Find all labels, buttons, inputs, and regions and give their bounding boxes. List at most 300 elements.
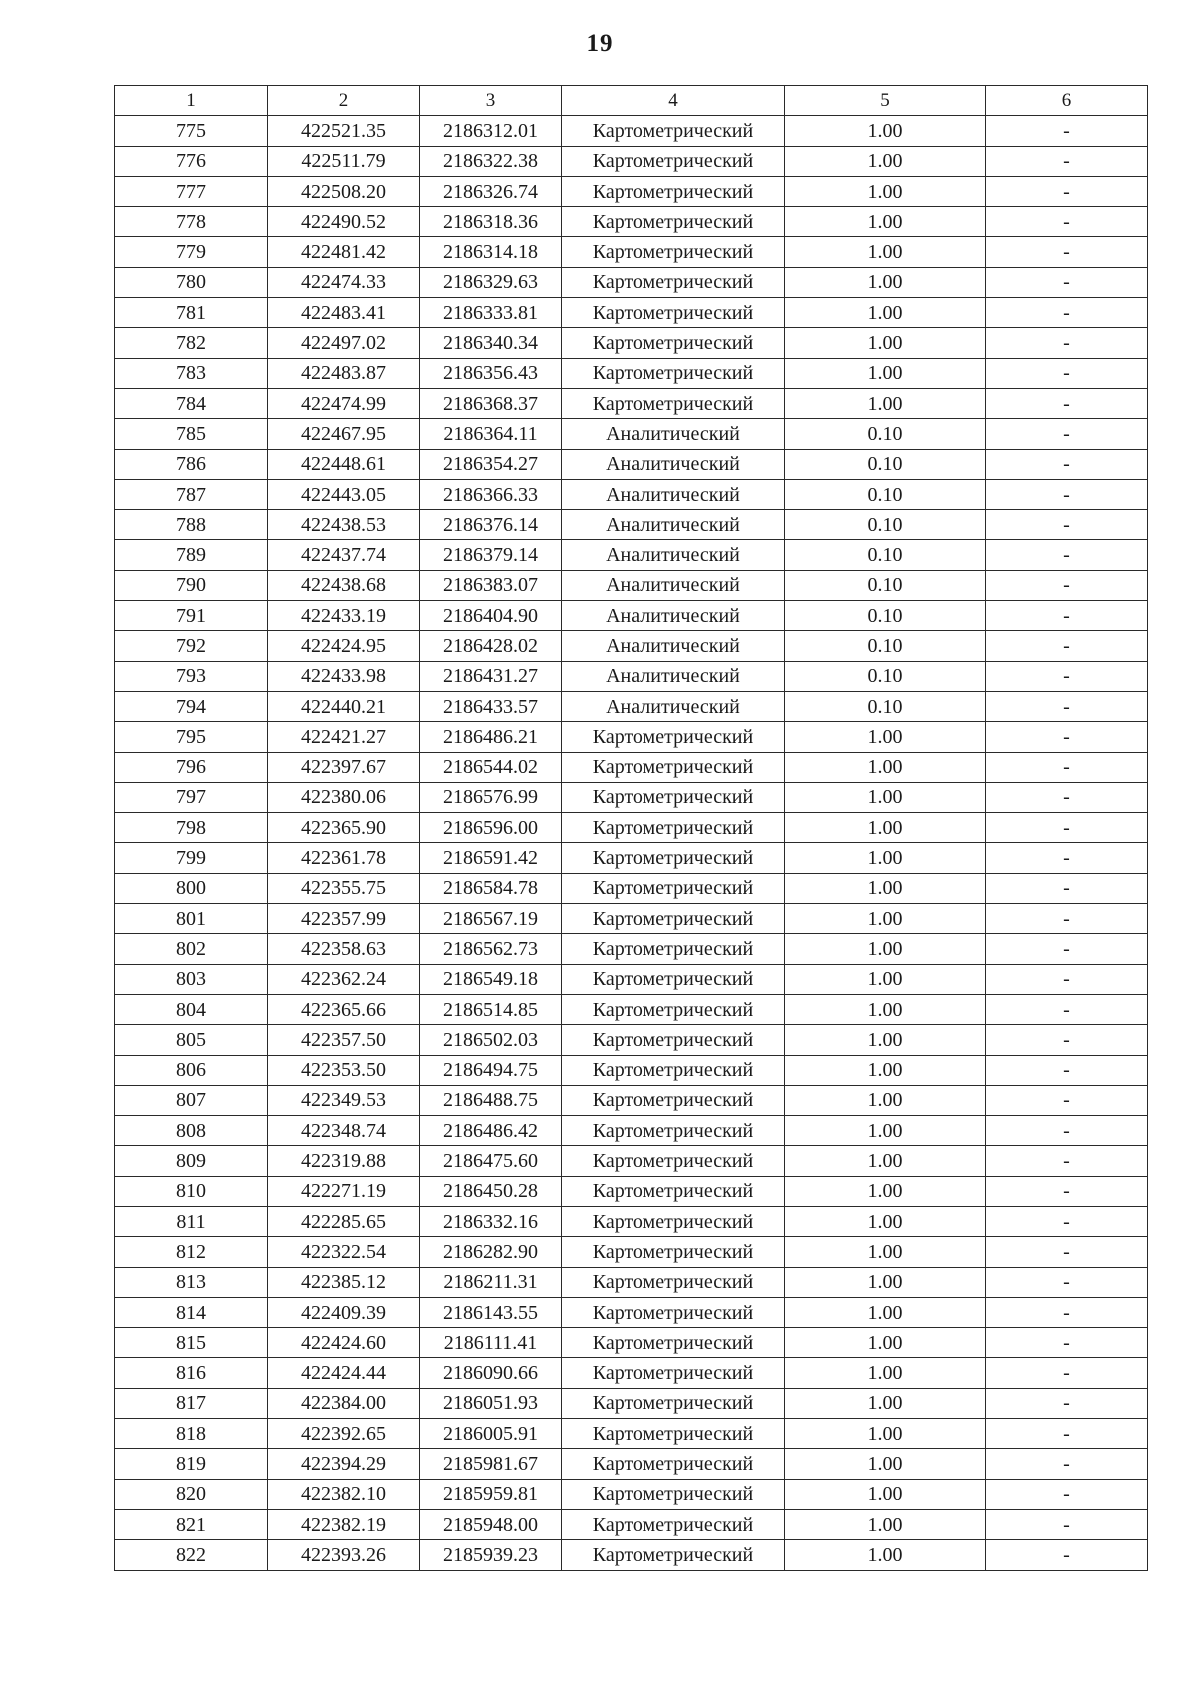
- point-number-cell: 811: [115, 1206, 268, 1236]
- point-number-cell: 807: [115, 1085, 268, 1115]
- table-row: [115, 661, 1148, 691]
- y-coordinate-cell: 2186486.42: [420, 1116, 562, 1146]
- note-cell: -: [986, 1025, 1148, 1055]
- note-cell: -: [986, 328, 1148, 358]
- point-number-cell: 817: [115, 1388, 268, 1418]
- x-coordinate-cell: 422424.95: [268, 631, 420, 661]
- accuracy-cell: 1.00: [785, 207, 986, 237]
- note-cell: -: [986, 1176, 1148, 1206]
- accuracy-cell: 1.00: [785, 1085, 986, 1115]
- method-cell: Картометрический: [562, 934, 785, 964]
- x-coordinate-cell: 422424.60: [268, 1328, 420, 1358]
- table-row: [115, 510, 1148, 540]
- accuracy-cell: 1.00: [785, 1479, 986, 1509]
- method-cell: Картометрический: [562, 1449, 785, 1479]
- table-row: [115, 1328, 1148, 1358]
- method-cell: Картометрический: [562, 1267, 785, 1297]
- method-cell: Картометрический: [562, 1388, 785, 1418]
- note-cell: -: [986, 1449, 1148, 1479]
- x-coordinate-cell: 422474.99: [268, 388, 420, 418]
- x-coordinate-cell: 422490.52: [268, 207, 420, 237]
- x-coordinate-cell: 422271.19: [268, 1176, 420, 1206]
- x-coordinate-cell: 422397.67: [268, 752, 420, 782]
- point-number-cell: 801: [115, 904, 268, 934]
- point-number-cell: 797: [115, 782, 268, 812]
- x-coordinate-cell: 422483.41: [268, 298, 420, 328]
- method-cell: Аналитический: [562, 661, 785, 691]
- point-number-cell: 781: [115, 298, 268, 328]
- x-coordinate-cell: 422421.27: [268, 722, 420, 752]
- x-coordinate-cell: 422433.98: [268, 661, 420, 691]
- y-coordinate-cell: 2186584.78: [420, 873, 562, 903]
- accuracy-cell: 0.10: [785, 449, 986, 479]
- point-number-cell: 788: [115, 510, 268, 540]
- point-number-cell: 783: [115, 358, 268, 388]
- point-number-cell: 803: [115, 964, 268, 994]
- y-coordinate-cell: 2186318.36: [420, 207, 562, 237]
- note-cell: -: [986, 1297, 1148, 1327]
- note-cell: -: [986, 964, 1148, 994]
- table-row: [115, 1358, 1148, 1388]
- table-body: [115, 116, 1148, 1570]
- table-row: [115, 691, 1148, 721]
- table-row: [115, 1085, 1148, 1115]
- point-number-cell: 820: [115, 1479, 268, 1509]
- point-number-cell: 775: [115, 116, 268, 146]
- note-cell: -: [986, 237, 1148, 267]
- table-row: [115, 964, 1148, 994]
- accuracy-cell: 1.00: [785, 116, 986, 146]
- x-coordinate-cell: 422385.12: [268, 1267, 420, 1297]
- method-cell: Аналитический: [562, 449, 785, 479]
- point-number-cell: 814: [115, 1297, 268, 1327]
- y-coordinate-cell: 2186596.00: [420, 813, 562, 843]
- accuracy-cell: 0.10: [785, 661, 986, 691]
- note-cell: -: [986, 1146, 1148, 1176]
- table-row: [115, 752, 1148, 782]
- point-number-cell: 816: [115, 1358, 268, 1388]
- x-coordinate-cell: 422365.66: [268, 994, 420, 1024]
- y-coordinate-cell: 2186312.01: [420, 116, 562, 146]
- header-cell-col-1: 1: [115, 86, 268, 116]
- point-number-cell: 800: [115, 873, 268, 903]
- table-row: [115, 1176, 1148, 1206]
- method-cell: Картометрический: [562, 176, 785, 206]
- accuracy-cell: 1.00: [785, 994, 986, 1024]
- point-number-cell: 780: [115, 267, 268, 297]
- x-coordinate-cell: 422440.21: [268, 691, 420, 721]
- point-number-cell: 786: [115, 449, 268, 479]
- method-cell: Картометрический: [562, 1297, 785, 1327]
- accuracy-cell: 1.00: [785, 1025, 986, 1055]
- note-cell: -: [986, 1206, 1148, 1236]
- point-number-cell: 812: [115, 1237, 268, 1267]
- table-row: [115, 934, 1148, 964]
- note-cell: -: [986, 419, 1148, 449]
- x-coordinate-cell: 422357.99: [268, 904, 420, 934]
- x-coordinate-cell: 422508.20: [268, 176, 420, 206]
- note-cell: -: [986, 782, 1148, 812]
- y-coordinate-cell: 2186111.41: [420, 1328, 562, 1358]
- note-cell: -: [986, 207, 1148, 237]
- y-coordinate-cell: 2186433.57: [420, 691, 562, 721]
- method-cell: Картометрический: [562, 1479, 785, 1509]
- note-cell: -: [986, 994, 1148, 1024]
- table-row: [115, 1297, 1148, 1327]
- x-coordinate-cell: 422382.19: [268, 1509, 420, 1539]
- note-cell: -: [986, 601, 1148, 631]
- note-cell: -: [986, 934, 1148, 964]
- method-cell: Картометрический: [562, 116, 785, 146]
- note-cell: -: [986, 661, 1148, 691]
- table-row: [115, 479, 1148, 509]
- y-coordinate-cell: 2186005.91: [420, 1419, 562, 1449]
- method-cell: Картометрический: [562, 1237, 785, 1267]
- point-number-cell: 789: [115, 540, 268, 570]
- y-coordinate-cell: 2186567.19: [420, 904, 562, 934]
- point-number-cell: 808: [115, 1116, 268, 1146]
- point-number-cell: 813: [115, 1267, 268, 1297]
- accuracy-cell: 0.10: [785, 479, 986, 509]
- table-row: [115, 116, 1148, 146]
- method-cell: Аналитический: [562, 631, 785, 661]
- method-cell: Картометрический: [562, 994, 785, 1024]
- accuracy-cell: 0.10: [785, 540, 986, 570]
- method-cell: Картометрический: [562, 752, 785, 782]
- accuracy-cell: 1.00: [785, 1116, 986, 1146]
- method-cell: Картометрический: [562, 1206, 785, 1236]
- method-cell: Картометрический: [562, 1025, 785, 1055]
- method-cell: Картометрический: [562, 1146, 785, 1176]
- method-cell: Картометрический: [562, 782, 785, 812]
- note-cell: -: [986, 1358, 1148, 1388]
- x-coordinate-cell: 422382.10: [268, 1479, 420, 1509]
- method-cell: Картометрический: [562, 358, 785, 388]
- y-coordinate-cell: 2186143.55: [420, 1297, 562, 1327]
- table-row: [115, 1055, 1148, 1085]
- method-cell: Аналитический: [562, 691, 785, 721]
- table-row: [115, 449, 1148, 479]
- note-cell: -: [986, 904, 1148, 934]
- table-row: [115, 570, 1148, 600]
- x-coordinate-cell: 422353.50: [268, 1055, 420, 1085]
- y-coordinate-cell: 2186383.07: [420, 570, 562, 600]
- x-coordinate-cell: 422448.61: [268, 449, 420, 479]
- note-cell: -: [986, 1055, 1148, 1085]
- method-cell: Картометрический: [562, 1116, 785, 1146]
- x-coordinate-cell: 422483.87: [268, 358, 420, 388]
- note-cell: -: [986, 449, 1148, 479]
- point-number-cell: 790: [115, 570, 268, 600]
- y-coordinate-cell: 2186326.74: [420, 176, 562, 206]
- accuracy-cell: 1.00: [785, 1509, 986, 1539]
- point-number-cell: 784: [115, 388, 268, 418]
- method-cell: Картометрический: [562, 904, 785, 934]
- table-row: [115, 1146, 1148, 1176]
- point-number-cell: 805: [115, 1025, 268, 1055]
- accuracy-cell: 1.00: [785, 1540, 986, 1570]
- x-coordinate-cell: 422285.65: [268, 1206, 420, 1236]
- table-row: [115, 1540, 1148, 1570]
- accuracy-cell: 0.10: [785, 510, 986, 540]
- accuracy-cell: 1.00: [785, 1206, 986, 1236]
- method-cell: Аналитический: [562, 570, 785, 600]
- table-row: [115, 1388, 1148, 1418]
- accuracy-cell: 1.00: [785, 843, 986, 873]
- method-cell: Картометрический: [562, 388, 785, 418]
- point-number-cell: 821: [115, 1509, 268, 1539]
- x-coordinate-cell: 422365.90: [268, 813, 420, 843]
- header-row: [115, 86, 1148, 116]
- x-coordinate-cell: 422355.75: [268, 873, 420, 903]
- point-number-cell: 779: [115, 237, 268, 267]
- x-coordinate-cell: 422511.79: [268, 146, 420, 176]
- page-number: 19: [586, 30, 614, 57]
- x-coordinate-cell: 422438.53: [268, 510, 420, 540]
- note-cell: -: [986, 146, 1148, 176]
- x-coordinate-cell: 422394.29: [268, 1449, 420, 1479]
- x-coordinate-cell: 422467.95: [268, 419, 420, 449]
- accuracy-cell: 0.10: [785, 601, 986, 631]
- point-number-cell: 806: [115, 1055, 268, 1085]
- header-cell-col-5: 5: [785, 86, 986, 116]
- point-number-cell: 792: [115, 631, 268, 661]
- accuracy-cell: 1.00: [785, 1176, 986, 1206]
- table-row: [115, 1509, 1148, 1539]
- accuracy-cell: 1.00: [785, 1055, 986, 1085]
- note-cell: -: [986, 1388, 1148, 1418]
- y-coordinate-cell: 2186549.18: [420, 964, 562, 994]
- y-coordinate-cell: 2186544.02: [420, 752, 562, 782]
- x-coordinate-cell: 422362.24: [268, 964, 420, 994]
- y-coordinate-cell: 2186211.31: [420, 1267, 562, 1297]
- point-number-cell: 785: [115, 419, 268, 449]
- table-row: [115, 1479, 1148, 1509]
- table-row: [115, 1267, 1148, 1297]
- method-cell: Картометрический: [562, 964, 785, 994]
- method-cell: Картометрический: [562, 1509, 785, 1539]
- note-cell: -: [986, 479, 1148, 509]
- y-coordinate-cell: 2186475.60: [420, 1146, 562, 1176]
- note-cell: -: [986, 873, 1148, 903]
- accuracy-cell: 1.00: [785, 328, 986, 358]
- x-coordinate-cell: 422409.39: [268, 1297, 420, 1327]
- accuracy-cell: 1.00: [785, 1388, 986, 1418]
- table-row: [115, 237, 1148, 267]
- y-coordinate-cell: 2186562.73: [420, 934, 562, 964]
- note-cell: -: [986, 1540, 1148, 1570]
- note-cell: -: [986, 1479, 1148, 1509]
- y-coordinate-cell: 2186514.85: [420, 994, 562, 1024]
- x-coordinate-cell: 422348.74: [268, 1116, 420, 1146]
- y-coordinate-cell: 2186329.63: [420, 267, 562, 297]
- y-coordinate-cell: 2186354.27: [420, 449, 562, 479]
- method-cell: Картометрический: [562, 722, 785, 752]
- accuracy-cell: 1.00: [785, 1328, 986, 1358]
- y-coordinate-cell: 2186431.27: [420, 661, 562, 691]
- method-cell: Картометрический: [562, 328, 785, 358]
- accuracy-cell: 1.00: [785, 176, 986, 206]
- note-cell: -: [986, 116, 1148, 146]
- table-row: [115, 419, 1148, 449]
- accuracy-cell: 1.00: [785, 358, 986, 388]
- point-number-cell: 815: [115, 1328, 268, 1358]
- table-row: [115, 328, 1148, 358]
- y-coordinate-cell: 2186364.11: [420, 419, 562, 449]
- y-coordinate-cell: 2185981.67: [420, 1449, 562, 1479]
- table-row: [115, 358, 1148, 388]
- method-cell: Картометрический: [562, 1328, 785, 1358]
- method-cell: Аналитический: [562, 601, 785, 631]
- accuracy-cell: 1.00: [785, 1358, 986, 1388]
- x-coordinate-cell: 422392.65: [268, 1419, 420, 1449]
- x-coordinate-cell: 422322.54: [268, 1237, 420, 1267]
- point-number-cell: 802: [115, 934, 268, 964]
- note-cell: -: [986, 570, 1148, 600]
- point-number-cell: 776: [115, 146, 268, 176]
- table-row: [115, 1419, 1148, 1449]
- point-number-cell: 798: [115, 813, 268, 843]
- method-cell: Картометрический: [562, 267, 785, 297]
- table-row: [115, 631, 1148, 661]
- x-coordinate-cell: 422319.88: [268, 1146, 420, 1176]
- method-cell: Картометрический: [562, 207, 785, 237]
- y-coordinate-cell: 2186356.43: [420, 358, 562, 388]
- method-cell: Аналитический: [562, 540, 785, 570]
- table-row: [115, 601, 1148, 631]
- y-coordinate-cell: 2186379.14: [420, 540, 562, 570]
- y-coordinate-cell: 2186428.02: [420, 631, 562, 661]
- note-cell: -: [986, 510, 1148, 540]
- table-row: [115, 1449, 1148, 1479]
- method-cell: Аналитический: [562, 479, 785, 509]
- accuracy-cell: 1.00: [785, 1237, 986, 1267]
- x-coordinate-cell: 422361.78: [268, 843, 420, 873]
- x-coordinate-cell: 422438.68: [268, 570, 420, 600]
- note-cell: -: [986, 631, 1148, 661]
- note-cell: -: [986, 752, 1148, 782]
- method-cell: Картометрический: [562, 1176, 785, 1206]
- method-cell: Картометрический: [562, 873, 785, 903]
- accuracy-cell: 1.00: [785, 237, 986, 267]
- point-number-cell: 793: [115, 661, 268, 691]
- x-coordinate-cell: 422357.50: [268, 1025, 420, 1055]
- y-coordinate-cell: 2186591.42: [420, 843, 562, 873]
- note-cell: -: [986, 176, 1148, 206]
- accuracy-cell: 1.00: [785, 267, 986, 297]
- table-row: [115, 267, 1148, 297]
- accuracy-cell: 1.00: [785, 934, 986, 964]
- table-row: [115, 1237, 1148, 1267]
- x-coordinate-cell: 422380.06: [268, 782, 420, 812]
- note-cell: -: [986, 1509, 1148, 1539]
- y-coordinate-cell: 2186314.18: [420, 237, 562, 267]
- accuracy-cell: 1.00: [785, 873, 986, 903]
- note-cell: -: [986, 722, 1148, 752]
- accuracy-cell: 1.00: [785, 298, 986, 328]
- header-cell-col-3: 3: [420, 86, 562, 116]
- y-coordinate-cell: 2186322.38: [420, 146, 562, 176]
- point-number-cell: 796: [115, 752, 268, 782]
- y-coordinate-cell: 2186051.93: [420, 1388, 562, 1418]
- x-coordinate-cell: 422424.44: [268, 1358, 420, 1388]
- method-cell: Картометрический: [562, 1358, 785, 1388]
- header-cell-col-2: 2: [268, 86, 420, 116]
- y-coordinate-cell: 2185959.81: [420, 1479, 562, 1509]
- table-row: [115, 176, 1148, 206]
- note-cell: -: [986, 298, 1148, 328]
- table-row: [115, 1116, 1148, 1146]
- header-cell-col-6: 6: [986, 86, 1148, 116]
- x-coordinate-cell: 422384.00: [268, 1388, 420, 1418]
- accuracy-cell: 0.10: [785, 570, 986, 600]
- y-coordinate-cell: 2186450.28: [420, 1176, 562, 1206]
- accuracy-cell: 1.00: [785, 1146, 986, 1176]
- note-cell: -: [986, 843, 1148, 873]
- accuracy-cell: 1.00: [785, 388, 986, 418]
- accuracy-cell: 0.10: [785, 419, 986, 449]
- y-coordinate-cell: 2186376.14: [420, 510, 562, 540]
- y-coordinate-cell: 2185939.23: [420, 1540, 562, 1570]
- point-number-cell: 810: [115, 1176, 268, 1206]
- table-row: [115, 146, 1148, 176]
- y-coordinate-cell: 2186332.16: [420, 1206, 562, 1236]
- method-cell: Картометрический: [562, 843, 785, 873]
- y-coordinate-cell: 2186366.33: [420, 479, 562, 509]
- y-coordinate-cell: 2186576.99: [420, 782, 562, 812]
- method-cell: Картометрический: [562, 1085, 785, 1115]
- note-cell: -: [986, 1419, 1148, 1449]
- table-row: [115, 813, 1148, 843]
- method-cell: Аналитический: [562, 510, 785, 540]
- point-number-cell: 804: [115, 994, 268, 1024]
- accuracy-cell: 1.00: [785, 904, 986, 934]
- accuracy-cell: 1.00: [785, 722, 986, 752]
- note-cell: -: [986, 1328, 1148, 1358]
- point-number-cell: 795: [115, 722, 268, 752]
- accuracy-cell: 0.10: [785, 691, 986, 721]
- point-number-cell: 822: [115, 1540, 268, 1570]
- x-coordinate-cell: 422481.42: [268, 237, 420, 267]
- note-cell: -: [986, 1237, 1148, 1267]
- accuracy-cell: 1.00: [785, 1419, 986, 1449]
- y-coordinate-cell: 2186494.75: [420, 1055, 562, 1085]
- note-cell: -: [986, 1267, 1148, 1297]
- accuracy-cell: 1.00: [785, 964, 986, 994]
- note-cell: -: [986, 267, 1148, 297]
- note-cell: -: [986, 1085, 1148, 1115]
- table-row: [115, 1206, 1148, 1236]
- method-cell: Картометрический: [562, 237, 785, 267]
- accuracy-cell: 1.00: [785, 782, 986, 812]
- point-number-cell: 791: [115, 601, 268, 631]
- table-row: [115, 298, 1148, 328]
- table-row: [115, 207, 1148, 237]
- point-number-cell: 782: [115, 328, 268, 358]
- note-cell: -: [986, 388, 1148, 418]
- y-coordinate-cell: 2186282.90: [420, 1237, 562, 1267]
- x-coordinate-cell: 422358.63: [268, 934, 420, 964]
- y-coordinate-cell: 2186368.37: [420, 388, 562, 418]
- y-coordinate-cell: 2186090.66: [420, 1358, 562, 1388]
- accuracy-cell: 1.00: [785, 146, 986, 176]
- accuracy-cell: 1.00: [785, 1297, 986, 1327]
- note-cell: -: [986, 358, 1148, 388]
- method-cell: Картометрический: [562, 146, 785, 176]
- point-number-cell: 799: [115, 843, 268, 873]
- x-coordinate-cell: 422349.53: [268, 1085, 420, 1115]
- method-cell: Картометрический: [562, 1055, 785, 1085]
